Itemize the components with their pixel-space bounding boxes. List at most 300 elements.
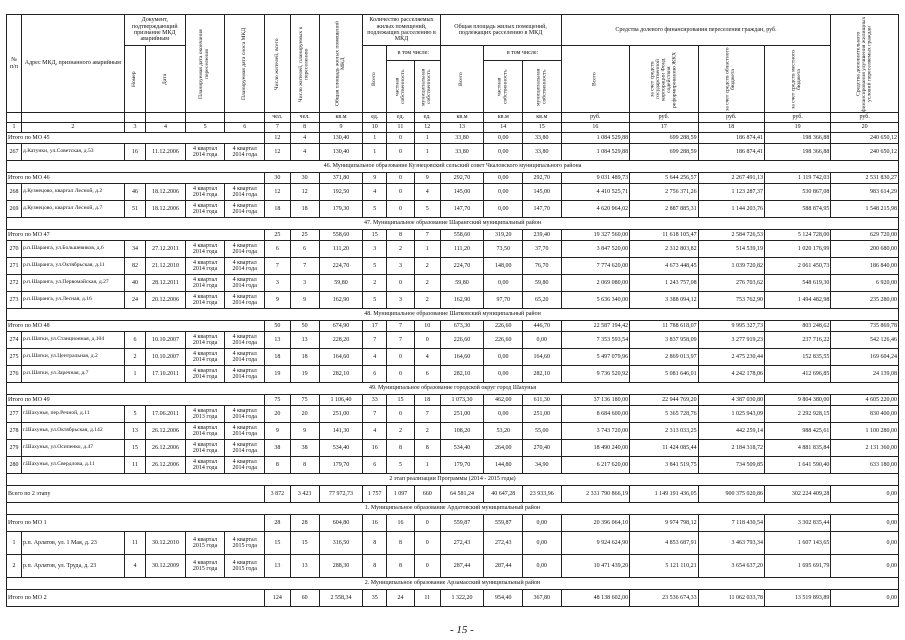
total-row (7, 230, 899, 241)
value-cell: 237 716,22 (764, 332, 830, 349)
value-cell: 9 974 798,12 (630, 515, 699, 532)
value-cell: 446,70 (523, 321, 562, 332)
value-cell: 0,00 (523, 332, 562, 349)
value-cell: 0,00 (523, 515, 562, 532)
doc-date-cell: 17.06.2011 (146, 406, 186, 423)
value-cell: 130,40 (319, 133, 363, 144)
value-cell: 6 (363, 366, 387, 383)
header-doc-date: Дата (146, 46, 186, 113)
row-number: 2 (7, 555, 22, 578)
planned-demolish-cell: 4 квартал 2015 года (225, 532, 265, 555)
value-cell: 988 425,61 (764, 423, 830, 440)
total-row (7, 321, 899, 332)
value-cell: 4 (290, 144, 319, 161)
value-cell: 64 581,24 (440, 486, 484, 503)
value-cell: 734 509,85 (698, 457, 764, 474)
value-cell: 53,20 (484, 423, 523, 440)
header-funds-extra: Средства дополнительного финансирования улучшения жилищных условий переселяемых граждан (831, 15, 899, 113)
value-cell: 1 (363, 144, 387, 161)
total-label: Итого по МО 48 (7, 321, 265, 332)
value-cell: 73,50 (484, 241, 523, 258)
unit-cell: ед. (363, 113, 387, 123)
value-cell: 235 280,00 (831, 292, 899, 309)
value-cell: 23 536 674,33 (630, 590, 699, 607)
header-funds-group: Средства долевого финансирования переселения граждан, руб. (561, 15, 831, 46)
value-cell: 59,80 (440, 275, 484, 292)
value-cell: 2 (414, 275, 440, 292)
header-count-total: Всего (363, 46, 387, 113)
value-cell: 5 (414, 201, 440, 218)
value-cell: 224,70 (440, 258, 484, 275)
header-funds-fund: за счет средств государственной корпорации Фонд содействия реформированию ЖКХ (630, 46, 699, 113)
value-cell: 12 (265, 184, 291, 201)
table-row (7, 275, 899, 292)
value-cell: 371,80 (319, 173, 363, 184)
table-row (7, 406, 899, 423)
value-cell: 65,20 (523, 292, 562, 309)
table-row (7, 292, 899, 309)
address-cell: р.п.Шаранга, ул.Лесная, д.16 (21, 292, 124, 309)
value-cell: 186 874,41 (698, 144, 764, 161)
value-cell: 148,00 (484, 258, 523, 275)
header-address: Адрес МКД, признанного аварийным (21, 15, 124, 113)
value-cell: 4 (414, 349, 440, 366)
value-cell: 77 972,73 (319, 486, 363, 503)
value-cell: 13 (290, 332, 319, 349)
planned-end-cell: 4 квартал 2014 года (185, 332, 225, 349)
planned-demolish-cell: 4 квартал 2014 года (225, 423, 265, 440)
value-cell: 292,70 (440, 173, 484, 184)
unit-cell (185, 113, 225, 123)
address-cell: р.п.Шаранга, ул.Октябрьская, д.11 (21, 258, 124, 275)
value-cell: 1 (414, 133, 440, 144)
value-cell: 37,70 (523, 241, 562, 258)
row-number: 279 (7, 440, 22, 457)
column-number-cell: 16 (561, 123, 630, 133)
value-cell: 2 292 928,15 (764, 406, 830, 423)
value-cell: 2 (363, 275, 387, 292)
value-cell: 9 (265, 423, 291, 440)
value-cell: 75 (290, 395, 319, 406)
value-cell: 367,80 (523, 590, 562, 607)
value-cell: 1 123 287,37 (698, 184, 764, 201)
value-cell: 4 387 030,80 (698, 395, 764, 406)
value-cell: 6 (414, 366, 440, 383)
value-cell: 34,90 (523, 457, 562, 474)
value-cell: 9 736 520,92 (561, 366, 630, 383)
value-cell: 282,10 (440, 366, 484, 383)
section-row (7, 161, 899, 173)
header-row-1 (7, 15, 899, 46)
total-label: Итого по МО 1 (7, 515, 265, 532)
column-number-cell: 19 (764, 123, 830, 133)
section-row (7, 218, 899, 230)
value-cell: 0 (387, 173, 415, 184)
planned-end-cell: 4 квартал 2014 года (185, 292, 225, 309)
value-cell: 2 131 360,00 (831, 440, 899, 457)
value-cell: 13 (265, 555, 291, 578)
value-cell: 2 313 033,25 (630, 423, 699, 440)
row-number: 272 (7, 275, 22, 292)
value-cell: 3 (290, 275, 319, 292)
planned-end-cell: 4 квартал 2014 года (185, 366, 225, 383)
value-cell: 0,00 (484, 184, 523, 201)
header-count-private: частная собственность (387, 61, 415, 113)
doc-number-cell: 82 (124, 258, 145, 275)
column-number-cell: 20 (831, 123, 899, 133)
value-cell: 8 (387, 532, 415, 555)
value-cell: 20 (265, 406, 291, 423)
planned-end-cell: 4 квартал 2014 года (185, 258, 225, 275)
value-cell: 11 788 618,07 (630, 321, 699, 332)
value-cell: 5 644 256,57 (630, 173, 699, 184)
column-number-cell: 4 (146, 123, 186, 133)
planned-demolish-cell: 4 квартал 2014 года (225, 349, 265, 366)
doc-number-cell: 2 (124, 349, 145, 366)
value-cell: 272,43 (440, 532, 484, 555)
address-cell: г.Шахунья, ул.Свердлова, д.11 (21, 457, 124, 474)
header-area-in-that: в том числе: (484, 46, 561, 61)
value-cell: 2 (414, 258, 440, 275)
row-number: 1 (7, 532, 22, 555)
value-cell: 5 (363, 292, 387, 309)
address-cell: р.п. Арлатов, ул. 1 Мая, д. 23 (21, 532, 124, 555)
value-cell: 55,00 (523, 423, 562, 440)
table-row (7, 349, 899, 366)
column-number-cell: 8 (290, 123, 319, 133)
value-cell: 1 106,40 (319, 395, 363, 406)
row-number: 271 (7, 258, 22, 275)
value-cell: 9 804 380,00 (764, 395, 830, 406)
value-cell: 1 (363, 133, 387, 144)
value-cell: 3 388 094,12 (630, 292, 699, 309)
header-area-total: Всего (440, 46, 484, 113)
value-cell: 7 (363, 332, 387, 349)
value-cell: 25 (290, 230, 319, 241)
value-cell: 24 (387, 590, 415, 607)
value-cell: 8 (387, 230, 415, 241)
value-cell: 735 869,78 (831, 321, 899, 332)
table-row (7, 532, 899, 555)
value-cell: 264,00 (484, 440, 523, 457)
value-cell: 0,00 (484, 349, 523, 366)
column-number-cell: 15 (523, 123, 562, 133)
value-cell: 4 673 448,45 (630, 258, 699, 275)
value-cell: 270,40 (523, 440, 562, 457)
value-cell: 30 (290, 173, 319, 184)
value-cell: 0 (387, 366, 415, 383)
value-cell: 611,30 (523, 395, 562, 406)
value-cell: 530 867,08 (764, 184, 830, 201)
value-cell: 162,90 (319, 292, 363, 309)
value-cell: 1 494 482,98 (764, 292, 830, 309)
column-number-cell: 10 (363, 123, 387, 133)
value-cell: 186 840,00 (831, 258, 899, 275)
value-cell: 224,70 (319, 258, 363, 275)
value-cell: 514 539,19 (698, 241, 764, 258)
value-cell: 2 331 790 866,19 (561, 486, 630, 503)
doc-number-cell: 11 (124, 532, 145, 555)
value-cell: 97,70 (484, 292, 523, 309)
value-cell: 559,87 (440, 515, 484, 532)
column-number-cell: 1 (7, 123, 22, 133)
value-cell: 319,20 (484, 230, 523, 241)
address-cell: г.Шахунья, ул.Октябрьская, д.142 (21, 423, 124, 440)
planned-demolish-cell: 4 квартал 2014 года (225, 275, 265, 292)
row-number: 277 (7, 406, 22, 423)
total-label: Итого по МО 46 (7, 173, 265, 184)
value-cell: 147,70 (440, 201, 484, 218)
value-cell: 1 607 143,65 (764, 532, 830, 555)
value-cell: 1 100 280,00 (831, 423, 899, 440)
value-cell: 1 548 215,98 (831, 201, 899, 218)
value-cell: 19 (265, 366, 291, 383)
value-cell: 660 (414, 486, 440, 503)
value-cell: 1 322,20 (440, 590, 484, 607)
value-cell: 15 (363, 230, 387, 241)
value-cell: 226,60 (484, 321, 523, 332)
value-cell: 76,70 (523, 258, 562, 275)
planned-end-cell: 4 квартал 2014 года (185, 184, 225, 201)
doc-date-cell: 30.12.2010 (146, 532, 186, 555)
value-cell: 753 762,90 (698, 292, 764, 309)
header-count-in-that: в том числе: (387, 46, 441, 61)
value-cell: 1 641 590,40 (764, 457, 830, 474)
doc-number-cell: 46 (124, 184, 145, 201)
value-cell: 6 (265, 241, 291, 258)
planned-demolish-cell: 4 квартал 2014 года (225, 292, 265, 309)
table-body (7, 133, 899, 607)
value-cell: 13 (290, 555, 319, 578)
value-cell: 108,20 (440, 423, 484, 440)
value-cell: 164,60 (523, 349, 562, 366)
value-cell: 2 (414, 423, 440, 440)
planned-demolish-cell: 4 квартал 2014 года (225, 406, 265, 423)
unit-cell: руб. (698, 113, 764, 123)
total-row (7, 515, 899, 532)
value-cell: 192,50 (319, 184, 363, 201)
total-label: Итого по МО 2 (7, 590, 265, 607)
planned-end-cell: 4 квартал 2014 года (185, 144, 225, 161)
column-number-cell: 9 (319, 123, 363, 133)
address-cell: р.п.Шатки, ул.Центральная, д.2 (21, 349, 124, 366)
value-cell: 11 424 085,44 (630, 440, 699, 457)
value-cell: 558,60 (440, 230, 484, 241)
value-cell: 0 (387, 406, 415, 423)
section-title: 47. Муниципальное образование Шарангский муниципальный район (7, 218, 899, 230)
value-cell: 9 995 327,73 (698, 321, 764, 332)
total-label: Итого по МО 45 (7, 133, 265, 144)
value-cell: 12 (290, 184, 319, 201)
value-cell: 13 (265, 332, 291, 349)
value-cell: 674,90 (319, 321, 363, 332)
doc-number-cell: 16 (124, 144, 145, 161)
total-row (7, 395, 899, 406)
value-cell: 604,80 (319, 515, 363, 532)
value-cell: 18 (265, 201, 291, 218)
value-cell: 0 (414, 515, 440, 532)
value-cell: 282,10 (319, 366, 363, 383)
value-cell: 1 097 (387, 486, 415, 503)
value-cell: 13 519 893,89 (764, 590, 830, 607)
value-cell: 316,50 (319, 532, 363, 555)
unit-cell (146, 113, 186, 123)
row-number: 276 (7, 366, 22, 383)
address-cell: р.п.Шаранга, ул.Большевиков, д.6 (21, 241, 124, 258)
value-cell: 7 353 593,54 (561, 332, 630, 349)
value-cell: 673,30 (440, 321, 484, 332)
value-cell: 18 (265, 349, 291, 366)
value-cell: 200 680,00 (831, 241, 899, 258)
value-cell: 9 924 624,90 (561, 532, 630, 555)
value-cell: 0,00 (484, 275, 523, 292)
row-number: 267 (7, 144, 22, 161)
value-cell: 699 288,59 (630, 133, 699, 144)
value-cell: 18 (414, 395, 440, 406)
section-title: 46. Муниципальное образование Кузнецовский сельский совет Чкаловского муниципального района (7, 161, 899, 173)
column-number-cell: 11 (387, 123, 415, 133)
value-cell: 7 (414, 230, 440, 241)
value-cell: 3 (363, 241, 387, 258)
value-cell: 228,20 (319, 332, 363, 349)
value-cell: 59,80 (319, 275, 363, 292)
value-cell: 1 084 529,88 (561, 144, 630, 161)
value-cell: 48 138 602,00 (561, 590, 630, 607)
value-cell: 1 039 720,82 (698, 258, 764, 275)
value-cell: 28 (265, 515, 291, 532)
planned-demolish-cell: 4 квартал 2014 года (225, 457, 265, 474)
address-cell: р.п.Шаранга, ул.Первомайская, д.27 (21, 275, 124, 292)
unit-cell (124, 113, 145, 123)
value-cell: 2 (387, 423, 415, 440)
value-cell: 302 224 409,28 (764, 486, 830, 503)
unit-cell: руб. (831, 113, 899, 123)
column-number-cell: 13 (440, 123, 484, 133)
column-number-cell: 12 (414, 123, 440, 133)
value-cell: 0 (414, 555, 440, 578)
header-funds-local: за счет средств местного бюджета (764, 46, 830, 113)
value-cell: 6 217 620,00 (561, 457, 630, 474)
unit-cell: чел. (290, 113, 319, 123)
value-cell: 2 267 491,13 (698, 173, 764, 184)
value-cell: 1 149 191 436,05 (630, 486, 699, 503)
value-cell: 534,40 (440, 440, 484, 457)
header-residents-planned: Число жителей, планируемых к переселению (290, 15, 319, 113)
planned-end-cell: 4 квартал 2014 года (185, 275, 225, 292)
column-number-cell: 5 (185, 123, 225, 133)
value-cell: 162,90 (440, 292, 484, 309)
section-row (7, 383, 899, 395)
value-cell: 152 835,55 (764, 349, 830, 366)
value-cell: 2 475 230,44 (698, 349, 764, 366)
value-cell: 0,00 (831, 486, 899, 503)
value-cell: 1 243 757,08 (630, 275, 699, 292)
value-cell: 803 248,62 (764, 321, 830, 332)
value-cell: 15 (387, 395, 415, 406)
planned-demolish-cell: 4 квартал 2014 года (225, 184, 265, 201)
value-cell: 3 841 519,75 (630, 457, 699, 474)
row-number: 273 (7, 292, 22, 309)
value-cell: 5 365 728,76 (630, 406, 699, 423)
header-planned-demolish: Планируемая дата сноса МКД (225, 15, 265, 113)
value-cell: 75 (265, 395, 291, 406)
table-row (7, 366, 899, 383)
value-cell: 5 121 110,21 (630, 555, 699, 578)
value-cell: 2 887 885,31 (630, 201, 699, 218)
doc-number-cell: 13 (124, 423, 145, 440)
header-count-municipal: муниципальная собственность (414, 61, 440, 113)
planned-demolish-cell: 4 квартал 2014 года (225, 366, 265, 383)
value-cell: 179,70 (440, 457, 484, 474)
value-cell: 7 (363, 406, 387, 423)
value-cell: 0 (387, 349, 415, 366)
row-number: 270 (7, 241, 22, 258)
value-cell: 50 (265, 321, 291, 332)
header-area-group: Общая площадь жилых помещений, подлежащих расселению в МКД (440, 15, 561, 46)
value-cell: 1 (414, 241, 440, 258)
section-title: 2. Муниципальное образование Арзамасский муниципальный район (7, 578, 899, 590)
section-row (7, 578, 899, 590)
value-cell: 3 837 958,09 (630, 332, 699, 349)
value-cell: 251,00 (319, 406, 363, 423)
value-cell: 6 (290, 241, 319, 258)
value-cell: 288,30 (319, 555, 363, 578)
planned-demolish-cell: 4 квартал 2015 года (225, 555, 265, 578)
value-cell: 1 144 203,76 (698, 201, 764, 218)
value-cell: 10 471 439,20 (561, 555, 630, 578)
address-cell: г.Шахунья, ул.Осипенко, д.47 (21, 440, 124, 457)
table-row (7, 258, 899, 275)
table-row (7, 332, 899, 349)
value-cell: 240 650,12 (831, 144, 899, 161)
value-cell: 3 302 835,44 (764, 515, 830, 532)
value-cell: 5 636 340,00 (561, 292, 630, 309)
row-number: 268 (7, 184, 22, 201)
value-cell: 11 (414, 590, 440, 607)
value-cell: 2 069 080,00 (561, 275, 630, 292)
section-title: 48. Муниципальное образование Шатковский муниципальный район (7, 309, 899, 321)
value-cell: 2 584 726,53 (698, 230, 764, 241)
value-cell: 8 (363, 532, 387, 555)
value-cell: 11 062 033,78 (698, 590, 764, 607)
table-row (7, 144, 899, 161)
table-row (7, 423, 899, 440)
value-cell: 4 410 525,71 (561, 184, 630, 201)
doc-number-cell: 4 (124, 555, 145, 578)
value-cell: 287,44 (484, 555, 523, 578)
value-cell: 3 (265, 275, 291, 292)
value-cell: 2 061 450,73 (764, 258, 830, 275)
value-cell: 24 139,08 (831, 366, 899, 383)
value-cell: 22 944 769,20 (630, 395, 699, 406)
value-cell: 40 647,28 (484, 486, 523, 503)
value-cell: 5 (363, 201, 387, 218)
total-label: Итого по МО 47 (7, 230, 265, 241)
doc-date-cell: 20.12.2006 (146, 292, 186, 309)
doc-number-cell: 5 (124, 406, 145, 423)
doc-date-cell: 26.12.2006 (146, 423, 186, 440)
planned-end-cell: 4 квартал 2014 года (185, 440, 225, 457)
value-cell: 198 366,88 (764, 133, 830, 144)
value-cell: 7 (290, 258, 319, 275)
doc-number-cell: 51 (124, 201, 145, 218)
value-cell: 534,40 (319, 440, 363, 457)
value-cell: 0 (387, 201, 415, 218)
doc-number-cell: 24 (124, 292, 145, 309)
column-number-cell: 6 (225, 123, 265, 133)
planned-end-cell: 4 квартал 2013 года (185, 406, 225, 423)
doc-date-cell: 18.12.2006 (146, 201, 186, 218)
